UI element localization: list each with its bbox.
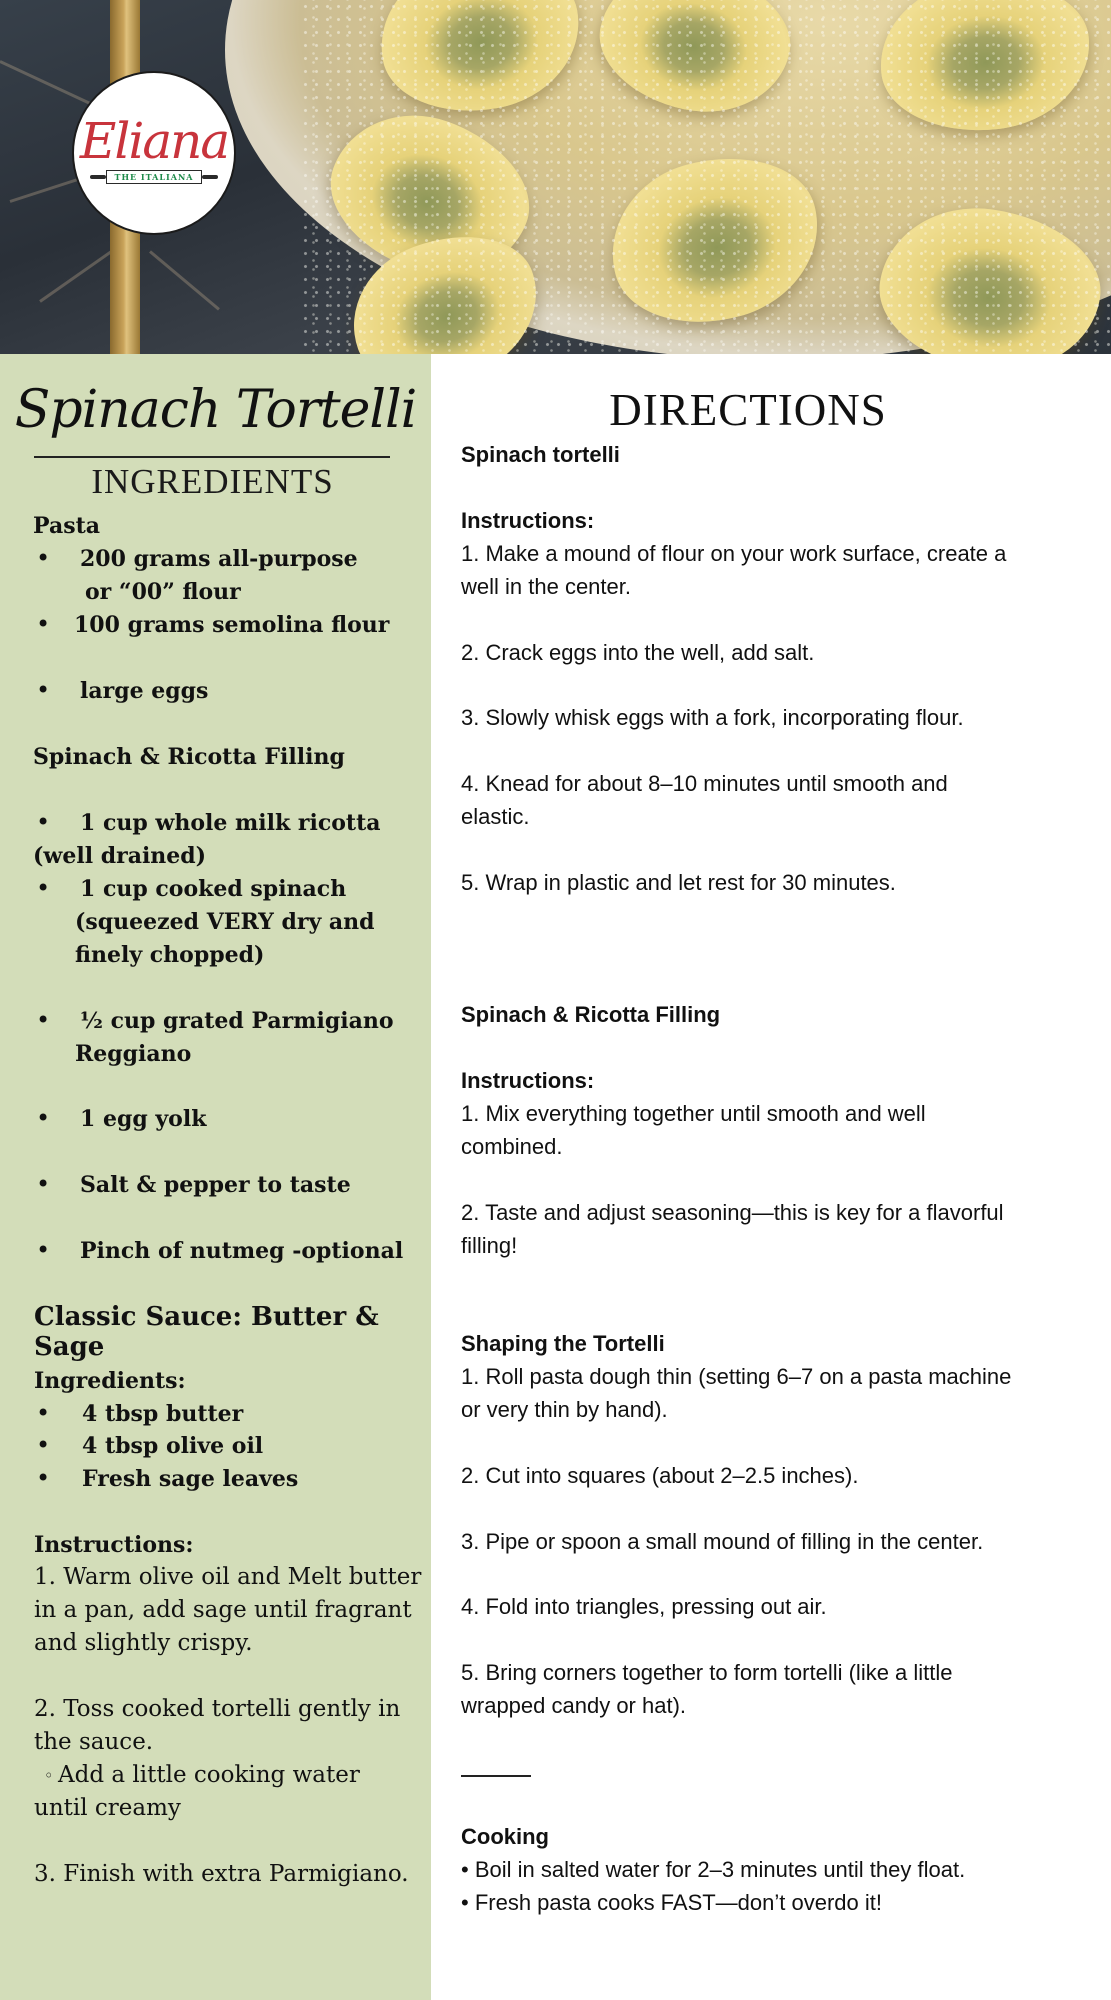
sauce-heading: Classic Sauce: Butter & Sage [34, 1302, 379, 1362]
bullet-icon: • [36, 1006, 51, 1034]
list-item: large eggs [80, 678, 209, 704]
list-item: ½ cup grated Parmigiano [80, 1008, 394, 1034]
instruction-line: until creamy [34, 1795, 181, 1821]
list-item: 1 cup cooked spinach [80, 876, 347, 902]
sauce-ingredients-label: Ingredients: [34, 1368, 186, 1394]
brand-logo [72, 71, 236, 235]
instruction-line: 3. Finish with extra Parmigiano. [34, 1861, 409, 1887]
list-item: (squeezed VERY dry and [75, 909, 375, 935]
bullet-icon: • [36, 1431, 51, 1459]
bullet-icon: • [36, 1104, 51, 1132]
bullet-icon: • [36, 1399, 51, 1427]
logo-tagline: THE ITALIANA [106, 170, 203, 184]
instruction-line: the sauce. [34, 1729, 154, 1755]
instruction-line: or very thin by hand). [461, 1397, 668, 1422]
list-item: 200 grams all-purpose [80, 546, 358, 572]
rolling-pin-icon [90, 170, 218, 184]
filling-subheading: Spinach & Ricotta Filling [33, 744, 345, 770]
instruction-line: • Fresh pasta cooks FAST—don’t overdo it! [461, 1890, 882, 1915]
instruction-line: 2. Taste and adjust seasoning—this is key for a flavorful [461, 1200, 1004, 1225]
list-item: (well drained) [33, 843, 207, 869]
instructions-label: Instructions: [461, 508, 595, 533]
instruction-line: 2. Toss cooked tortelli gently in [34, 1696, 401, 1722]
instruction-line: wrapped candy or hat). [461, 1693, 687, 1718]
instruction-line: 2. Crack eggs into the well, add salt. [461, 640, 815, 665]
list-item: Pinch of nutmeg -optional [80, 1238, 404, 1264]
instruction-line: 4. Fold into triangles, pressing out air. [461, 1594, 827, 1619]
directions-column [431, 354, 1111, 2000]
section-heading: Cooking [461, 1824, 549, 1849]
instruction-line: 5. Wrap in plastic and let rest for 30 minutes. [461, 870, 896, 895]
bullet-icon: • [36, 808, 51, 836]
bullet-icon: • [36, 676, 51, 704]
list-item: 1 cup whole milk ricotta [80, 810, 381, 836]
instruction-line: 2. Cut into squares (about 2–2.5 inches). [461, 1463, 859, 1488]
directions-heading: DIRECTIONS [609, 385, 887, 435]
title-divider [34, 456, 390, 458]
instruction-line: • Boil in salted water for 2–3 minutes until they float. [461, 1857, 966, 1882]
bullet-icon: • [36, 1170, 51, 1198]
list-item: 100 grams semolina flour [74, 612, 390, 638]
instruction-line: 3. Pipe or spoon a small mound of filling in the center. [461, 1529, 984, 1554]
instruction-line: in a pan, add sage until fragrant [34, 1597, 412, 1623]
section-divider [461, 1775, 531, 1777]
list-item: Fresh sage leaves [82, 1466, 299, 1492]
bullet-icon: • [36, 1236, 51, 1264]
bullet-icon: • [36, 610, 51, 638]
instruction-line: filling! [461, 1233, 518, 1258]
logo-wordmark: Eliana [79, 112, 229, 170]
instruction-line: 1. Roll pasta dough thin (setting 6–7 on a pasta machine [461, 1364, 1012, 1389]
bullet-icon: • [36, 1464, 51, 1492]
header-photo [0, 0, 1111, 354]
instruction-line: Add a little cooking water [58, 1762, 360, 1788]
instruction-line: 1. Mix everything together until smooth and well [461, 1101, 926, 1126]
grated-cheese [300, 0, 1111, 354]
instruction-line: well in the center. [461, 574, 631, 599]
instruction-line: and slightly crispy. [34, 1630, 253, 1656]
sauce-instructions-label: Instructions: [34, 1532, 194, 1558]
list-item: finely chopped) [75, 942, 265, 968]
list-item: Reggiano [75, 1041, 192, 1067]
instruction-line: 3. Slowly whisk eggs with a fork, incorporating flour. [461, 705, 964, 730]
instruction-line: 1. Make a mound of flour on your work surface, create a [461, 541, 1007, 566]
instruction-line: combined. [461, 1134, 563, 1159]
bullet-icon: • [36, 544, 51, 572]
list-item: 4 tbsp olive oil [82, 1433, 264, 1459]
instruction-line: elastic. [461, 804, 530, 829]
ingredients-column [0, 354, 431, 2000]
instructions-label: Instructions: [461, 1068, 595, 1093]
instruction-line: 5. Bring corners together to form tortelli (like a little [461, 1660, 953, 1685]
recipe-title: Spinach Tortelli [14, 380, 417, 440]
hollow-bullet-icon: ◦ [44, 1766, 54, 1785]
section-heading: Shaping the Tortelli [461, 1331, 665, 1356]
list-item: or “00” flour [85, 579, 241, 605]
instruction-line: 1. Warm olive oil and Melt butter [34, 1564, 422, 1590]
section-heading: Spinach tortelli [461, 442, 620, 467]
bullet-icon: • [36, 874, 51, 902]
list-item: Salt & pepper to taste [80, 1172, 351, 1198]
instruction-line: 4. Knead for about 8–10 minutes until smooth and [461, 771, 948, 796]
list-item: 1 egg yolk [80, 1106, 207, 1132]
ingredients-heading: INGREDIENTS [91, 462, 334, 501]
pasta-subheading: Pasta [33, 513, 101, 539]
section-heading: Spinach & Ricotta Filling [461, 1002, 721, 1027]
list-item: 4 tbsp butter [82, 1401, 244, 1427]
